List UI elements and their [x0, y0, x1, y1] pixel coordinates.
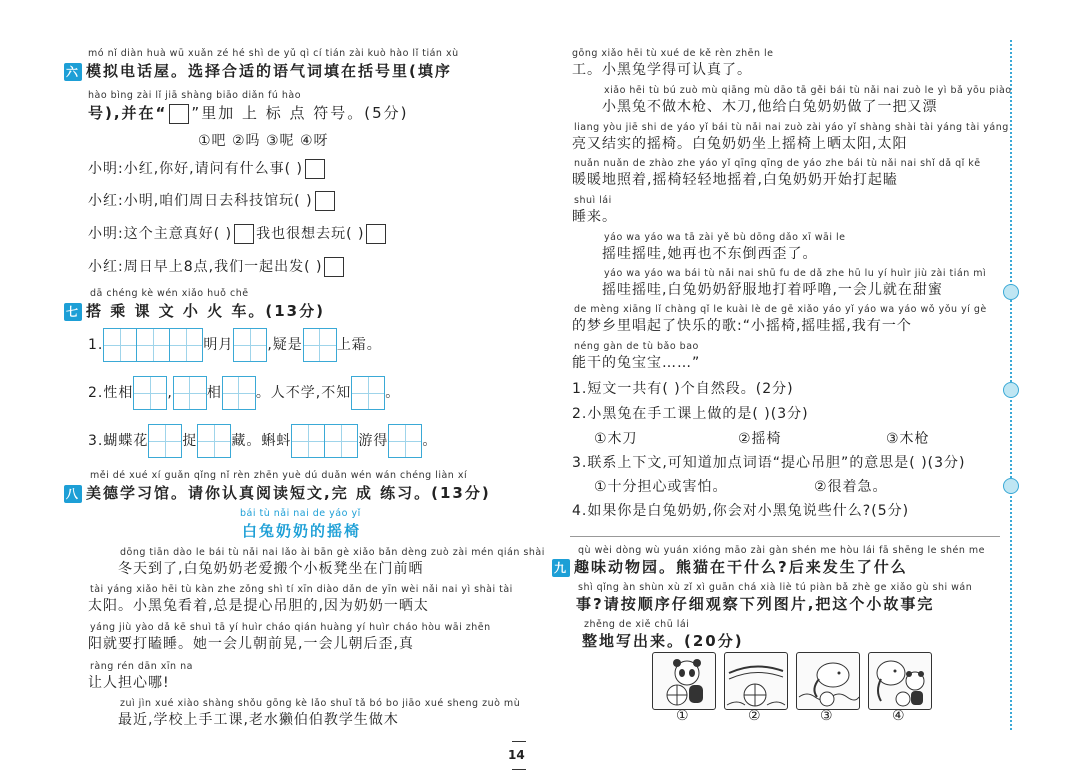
s6-badge: 六 [65, 64, 80, 79]
q-text: 上霜。 [336, 337, 382, 353]
story-line: 小黑兔不做木枪、木刀,他给白兔奶奶做了一把又漂 [602, 99, 938, 115]
story-pinyin: yáo wa yáo wa tā zài yě bù dōng dǎo xī wāi le [604, 232, 846, 243]
char-grid[interactable] [103, 328, 137, 362]
q-text: 。 [422, 433, 438, 449]
panda-ball-icon [653, 653, 715, 709]
story-pinyin: néng gàn de tù bǎo bao [574, 341, 699, 352]
story-picture-1 [652, 652, 716, 710]
s6-options: ①吧 ②吗 ③呢 ④呀 [198, 133, 329, 149]
story-pinyin: nuǎn nuǎn de zhào zhe yáo yǐ qīng qīng de yáo zhe bái tù nǎi nai shǐ dǎ qǐ kē [574, 158, 981, 169]
picture-label: ① [676, 708, 689, 724]
s6-heading [64, 60, 452, 81]
s6-pinyin-2: hào bìng zài lǐ jiā shàng biāo diǎn fú hào [88, 90, 302, 101]
story-line: 的梦乡里唱起了快乐的歌:“小摇椅,摇哇摇,我有一个 [572, 318, 912, 334]
s9-title: 趣味动物园。熊猫在干什么?后来发生了什么 [574, 558, 908, 576]
story-line: 让人担心哪! [88, 675, 170, 691]
s9-line-3: 整地写出来。(20分) [582, 632, 744, 650]
answer-box[interactable] [234, 224, 254, 244]
story-pinyin: yáo wa yáo wa bái tù nǎi nai shū fu de dǎ zhe hū lu yí huìr jiù zài tián mì [604, 268, 987, 279]
story-pinyin: shuì lái [574, 195, 612, 206]
s6-pinyin-1: mó nǐ diàn huà wū xuǎn zé hé shì de yǔ qì cí tián zài kuò hào lǐ tián xù [88, 48, 459, 59]
s7-badge: 七 [65, 304, 80, 319]
binding-hole [1003, 478, 1019, 494]
answer-box[interactable] [324, 257, 344, 277]
story-pinyin: gōng xiǎo hēi tù xué de kě rèn zhēn le [572, 48, 774, 59]
s7-title: 搭 乘 课 文 小 火 车。(13分) [86, 302, 325, 320]
s9-line-2: 事?请按顺序仔细观察下列图片,把这个小故事完 [576, 595, 935, 613]
story-line: 亮又结实的摇椅。白兔奶奶坐上摇椅上晒太阳,太阳 [572, 136, 908, 152]
s6-t2a: 号),并在“ [88, 104, 168, 122]
s8-badge: 八 [65, 486, 80, 501]
dialog-line-1 [88, 158, 327, 179]
s9-pinyin-1: qù wèi dòng wù yuán xióng māo zài gàn shén me hòu lái fā shēng le shén me [578, 545, 985, 556]
question-4: 4.如果你是白兔奶奶,你会对小黑兔说些什么?(5分) [572, 503, 910, 519]
picture-label: ② [748, 708, 761, 724]
dialog-text: 小红:小明,咱们周日去科技馆玩( ) [88, 193, 313, 209]
s7-q1 [88, 328, 382, 362]
story-title-pinyin: bái tù nǎi nai de yáo yǐ [240, 508, 361, 519]
divider [570, 536, 1000, 537]
answer-box[interactable] [169, 104, 189, 124]
elephant-panda-icon [869, 653, 931, 709]
q-text: 1. [88, 337, 104, 353]
s7-q2 [88, 376, 400, 410]
question-2: 2.小黑兔在手工课上做的是( )(3分) [572, 406, 809, 422]
q-text: ,疑是 [267, 337, 303, 353]
question-3: 3.联系上下文,可知道加点词语“提心吊胆”的意思是( )(3分) [572, 455, 966, 471]
s7-pinyin: dā chéng kè wén xiǎo huǒ chē [90, 288, 249, 299]
char-grid[interactable] [173, 376, 207, 410]
char-grid[interactable] [233, 328, 267, 362]
story-line: 最近,学校上手工课,老水獭伯伯教学生做木 [118, 712, 399, 728]
left-page [0, 0, 545, 764]
dialog-text: 小明:小红,你好,请问有什么事( ) [88, 161, 303, 177]
q-text: 3.蝴蝶花 [88, 433, 149, 449]
q-text: , [167, 385, 173, 401]
char-grid[interactable] [133, 376, 167, 410]
elephant-water-icon [797, 653, 859, 709]
q-text: 捉 [182, 433, 198, 449]
char-grid[interactable] [388, 424, 422, 458]
s8-title: 美德学习馆。请你认真阅读短文,完 成 练习。(13分) [86, 484, 491, 502]
char-grid[interactable] [197, 424, 231, 458]
story-line: 冬天到了,白兔奶奶老爱搬个小板凳坐在门前晒 [118, 561, 424, 577]
story-line: 工。小黑兔学得可认真了。 [572, 62, 752, 78]
answer-box[interactable] [315, 191, 335, 211]
story-pinyin: dōng tiān dào le bái tù nǎi nai lǎo ài bān gè xiǎo bǎn dèng zuò zài mén qián shài [120, 547, 545, 558]
story-line: 睡来。 [572, 209, 617, 225]
s7-q3 [88, 424, 437, 458]
story-line: 摇哇摇哇,她再也不东倒西歪了。 [602, 246, 818, 262]
s9-heading [552, 556, 908, 577]
s9-badge: 九 [553, 560, 568, 575]
dialog-line-2 [88, 190, 337, 211]
q-text: 。人不学,不知 [255, 385, 352, 401]
picture-label: ④ [892, 708, 905, 724]
s9-pinyin-3: zhěng de xiě chū lái [584, 619, 690, 630]
q-text: 。 [385, 385, 401, 401]
s6-t2b: ”里加 上 标 点 符号。(5分) [191, 104, 409, 122]
dialog-text: 小明:这个主意真好( ) [88, 226, 233, 242]
story-pinyin: liang yòu jiē shi de yáo yǐ bái tù nǎi nai zuò zài yáo yǐ shàng shài tài yáng tài yáng [574, 122, 1009, 133]
story-pinyin: ràng rén dān xīn na [90, 661, 193, 672]
s9-pinyin-2: shì qǐng àn shùn xù zǐ xì guān chá xià liè tú piàn bǎ zhè ge xiǎo gù shi wán [578, 582, 973, 593]
story-line: 阳就要打瞌睡。她一会儿朝前晃,一会儿朝后歪,真 [88, 636, 414, 652]
story-picture-4 [868, 652, 932, 710]
story-picture-3 [796, 652, 860, 710]
q-text: 2.性相 [88, 385, 134, 401]
char-grid[interactable] [324, 424, 358, 458]
binding-hole [1003, 382, 1019, 398]
story-title: 白兔奶奶的摇椅 [242, 522, 362, 540]
story-pinyin: de mèng xiāng lǐ chàng qǐ le kuài lè de gē xiǎo yáo yǐ yáo wa yáo wǒ yǒu yí gè [574, 304, 987, 315]
char-grid[interactable] [291, 424, 325, 458]
char-grid[interactable] [222, 376, 256, 410]
dialog-text: 小红:周日早上8点,我们一起出发( ) [88, 259, 323, 275]
story-line: 能干的兔宝宝……” [572, 355, 701, 371]
q-text: 明月 [203, 337, 234, 353]
story-pinyin: yáng jiù yào dǎ kē shuì tā yí huìr cháo qián huàng yí huìr cháo hòu wāi zhēn [90, 622, 491, 633]
story-line: 暖暖地照着,摇椅轻轻地摇着,白兔奶奶开始打起瞌 [572, 172, 898, 188]
s7-heading [64, 300, 325, 321]
char-grid[interactable] [148, 424, 182, 458]
answer-box[interactable] [366, 224, 386, 244]
q2-option-3: ③木枪 [886, 431, 930, 447]
dialog-line-4 [88, 256, 346, 277]
q2-option-1: ①木刀 [594, 431, 638, 447]
s6-line-2 [88, 102, 409, 124]
char-grid[interactable] [169, 328, 203, 362]
story-pinyin: tài yáng xiǎo hēi tù kàn zhe zǒng shì tí xīn diào dǎn de yīn wèi nǎi nai yì shài tài [90, 584, 513, 595]
char-grid[interactable] [136, 328, 170, 362]
question-1: 1.短文一共有( )个自然段。(2分) [572, 381, 794, 397]
char-grid[interactable] [303, 328, 337, 362]
q-text: 相 [206, 385, 222, 401]
binding-hole [1003, 284, 1019, 300]
page-number: 14 [508, 734, 540, 776]
ball-tree-icon [725, 653, 787, 709]
answer-box[interactable] [305, 159, 325, 179]
s6-title: 模拟电话屋。选择合适的语气词填在括号里(填序 [86, 62, 452, 80]
q3-option-1: ①十分担心或害怕。 [594, 479, 728, 495]
dialog-text: 我也很想去玩( ) [256, 226, 365, 242]
q2-option-2: ②摇椅 [738, 431, 782, 447]
char-grid[interactable] [351, 376, 385, 410]
story-line: 摇哇摇哇,白兔奶奶舒服地打着呼噜,一会儿就在甜蜜 [602, 282, 943, 298]
picture-label: ③ [820, 708, 833, 724]
story-pinyin: zuì jìn xué xiào shàng shǒu gōng kè lǎo shuǐ tǎ bó bo jiāo xué sheng zuò mù [120, 698, 521, 709]
dialog-line-3 [88, 223, 388, 244]
story-picture-2 [724, 652, 788, 710]
s8-heading [64, 482, 491, 503]
q-text: 游得 [358, 433, 389, 449]
s8-pinyin: měi dé xué xí guǎn qǐng nǐ rèn zhēn yuè dú duǎn wén wán chéng liàn xí [90, 470, 468, 481]
story-pinyin: xiǎo hēi tù bú zuò mù qiāng mù dāo tā gěi bái tù nǎi nai zuò le yì bǎ yōu piào [604, 85, 1012, 96]
story-line: 太阳。小黑兔看着,总是提心吊胆的,因为奶奶一晒太 [88, 598, 429, 614]
q-text: 藏。蝌蚪 [231, 433, 292, 449]
q3-option-2: ②很着急。 [814, 479, 888, 495]
